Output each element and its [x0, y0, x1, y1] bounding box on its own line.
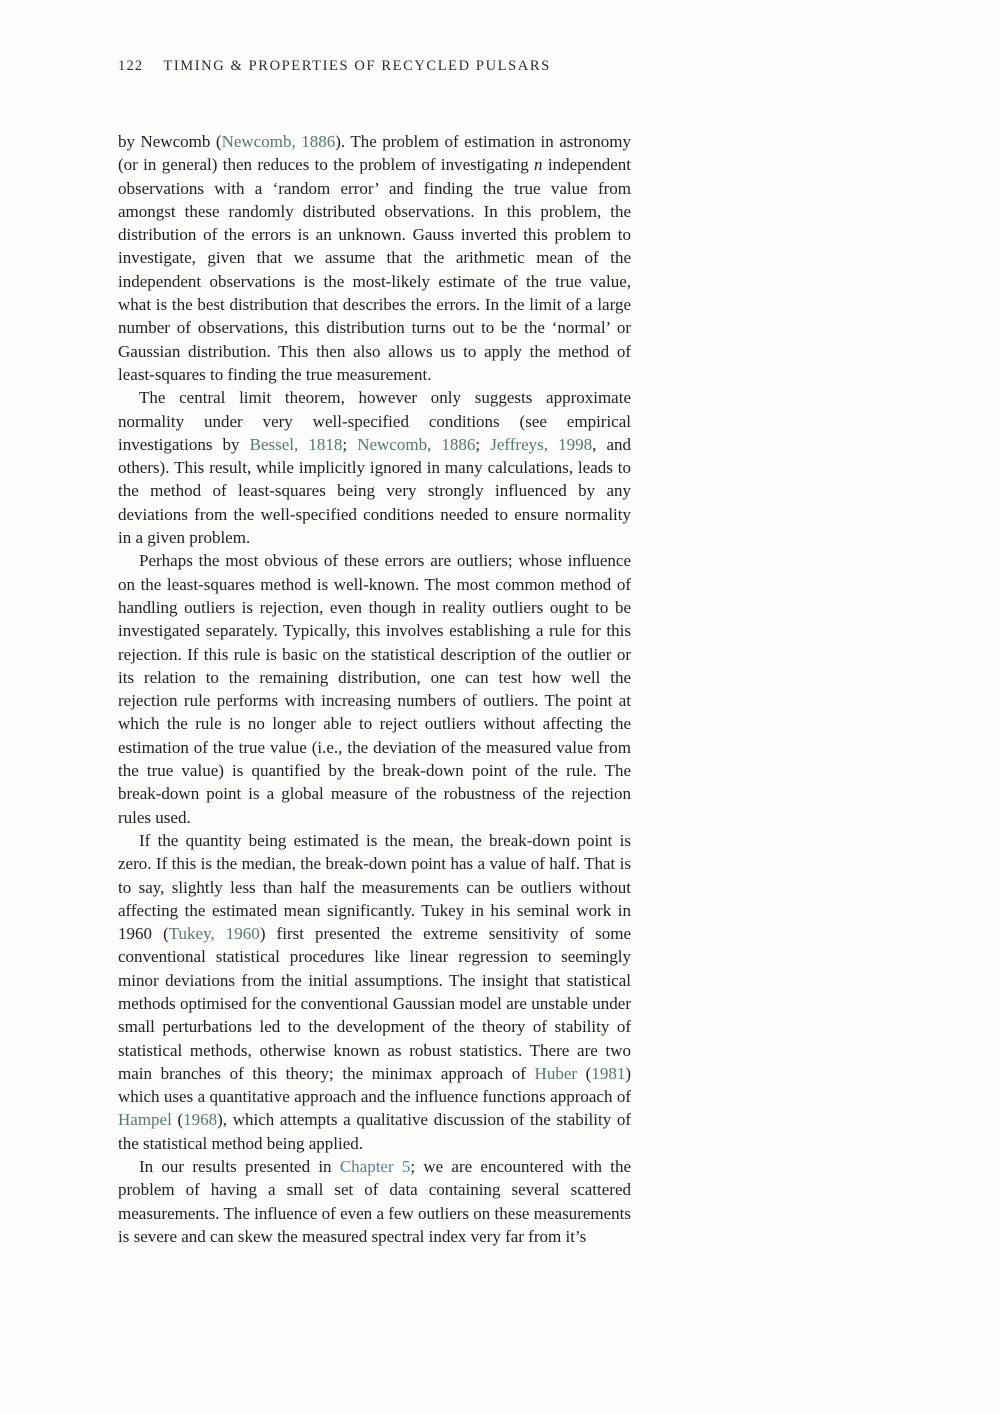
body-text: ) first presented the extreme sensitivity of some conventional statistical procedures like linear regression to seemingly minor deviations from the initial assumptions. The insight that statistical methods optimised for the conventional Gaussian model are unstable under small perturbations led to the development of the theory of stability of statistical methods, otherwise known as robust statistics. There are two main branches of this theory; the minimax approach of: [118, 924, 631, 1083]
citation-link[interactable]: Newcomb, 1886: [221, 132, 336, 151]
body-text: ), which attempts a qualitative discussion of the stability of the statistical method being applied.: [118, 1110, 631, 1153]
body-text: by Newcomb (: [118, 132, 222, 151]
citation-link[interactable]: Huber: [534, 1063, 578, 1083]
body-text: The central limit theorem, however only suggests approximate normality under very well-specified conditions (see empirical investigations by: [118, 388, 631, 454]
body-text: , and others). This result, while implicitly ignored in many calculations, leads to the method of least-squares being very strongly influenced by any deviations from the well-specified conditions needed to ensure normality in a given problem.: [118, 434, 632, 548]
paragraph: [118, 1155, 631, 1248]
paragraph: [118, 130, 631, 386]
math-variable: n: [534, 155, 543, 175]
body-text: (: [171, 1110, 184, 1130]
body-text: In our results presented in: [139, 1157, 340, 1177]
body-text: ; we are encountered with the problem of having a small set of data containing several scattered measurements. The influence of even a few outliers on these measurements is severe and can skew the measured spectral index very far from it’s: [118, 1157, 631, 1246]
citation-link[interactable]: Newcomb, 1886: [357, 434, 476, 454]
running-title: TIMING & PROPERTIES OF RECYCLED PULSARS: [163, 58, 551, 74]
citation-link[interactable]: 1981: [591, 1063, 626, 1083]
citation-link[interactable]: Jeffreys, 1998: [490, 434, 593, 454]
citation-link[interactable]: Hampel: [118, 1110, 172, 1130]
paragraph: [118, 549, 631, 829]
page-number: 122: [118, 58, 144, 74]
body-text: Perhaps the most obvious of these errors are outliers; whose influence on the least-squares method is well-known. The most common method of handling outliers is rejection, even though in reality outliers ought to be investigated separately. Typically, this involves establishing a rule for this rejection. If this rule is basic on the statistical description of the outlier or its relation to the remaining distribution, one can test how well the rejection rule performs with increasing numbers of outliers. The point at which the rule is no longer able to reject outliers without affecting the estimation of the true value (i.e., the deviation of the measured value from the true value) is quantified by the break-down point of the rule. The break-down point is a global measure of the robustness of the rejection rules used.: [118, 551, 631, 827]
citation-link[interactable]: Tukey, 1960: [168, 924, 260, 944]
chapter-link[interactable]: Chapter 5: [339, 1157, 411, 1177]
body-text: ). The problem of estimation in astronomy (or in general) then reduces to the problem of investigating: [118, 132, 631, 175]
body-text: ;: [475, 434, 491, 454]
body-text: (: [577, 1063, 592, 1083]
citation-link[interactable]: Bessel, 1818: [249, 434, 343, 454]
body-text: If the quantity being estimated is the mean, the break-down point is zero. If this is the median, the break-down point has a value of half. That is to say, slightly less than half the measurements can be outliers without affecting the estimated mean significantly. Tukey in his seminal work in 1960 (: [118, 830, 631, 944]
text-block: [118, 130, 631, 1248]
body-text: ) which uses a quantitative approach and the influence functions approach of: [118, 1063, 631, 1107]
citation-link[interactable]: 1968: [183, 1110, 218, 1130]
paragraph: [118, 829, 631, 1155]
body-text: independent observations with a ‘random error’ and finding the true value from amongst these randomly distributed observations. In this problem, the distribution of the errors is an unknown. Gauss inverted this problem to investigate, given that we assume that the arithmetic mean of the independent observations is the most-likely estimate of the true value, what is the best distribution that describes the errors. In the limit of a large number of observations, this distribution turns out to be the ‘normal’ or Gaussian distribution. This then also allows us to apply the method of least-squares to finding the true measurement.: [118, 155, 631, 384]
body-text: ;: [342, 434, 358, 454]
paragraph: [118, 386, 631, 549]
running-header: [118, 58, 551, 75]
